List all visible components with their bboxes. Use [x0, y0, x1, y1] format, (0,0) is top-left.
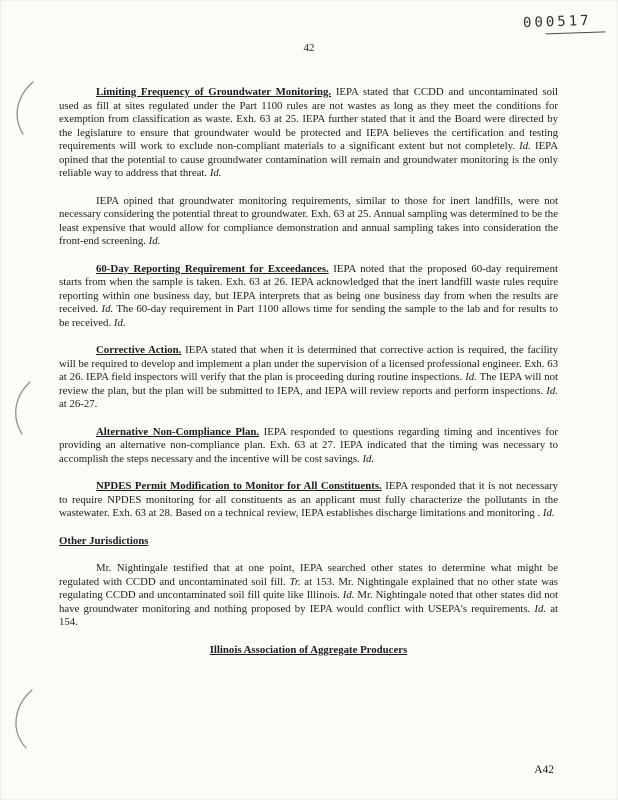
- heading-aggregate-producers: Illinois Association of Aggregate Producers: [209, 643, 408, 656]
- scan-mark-bottom: [16, 690, 32, 748]
- scan-mark-middle: [16, 382, 30, 434]
- paragraph-corrective-action: [59, 344, 558, 412]
- paragraph-other-jurisdictions: [59, 562, 558, 630]
- section-heading-other-jurisdictions: Other Jurisdictions: [59, 534, 149, 547]
- paragraph-npdes-permit: [59, 480, 558, 521]
- paragraph-heading: 60-Day Reporting Requirement for Exceedances.: [96, 262, 329, 275]
- document-body: [59, 86, 558, 657]
- scan-artifact-marks: [0, 0, 50, 800]
- paragraph-text: Mr. Nightingale testified that at one point, IEPA searched other states to determine what might be regulated with CCDD and uncontaminated soil fill. Tr. at 153. Mr. Nightingale explained that no other state was regulating CCDD and uncontaminated soil fill quite like Illinois. Id. Mr. Nightingale noted that other states did not have groundwater monitoring and nothing proposed by IEPA would conflict with USEPA's requirements. Id. at 154.: [59, 562, 559, 628]
- paragraph-alternative-non-compliance: [59, 426, 558, 467]
- paragraph-heading: NPDES Permit Modification to Monitor for All Constituents.: [96, 480, 382, 492]
- paragraph-heading: Alternative Non-Compliance Plan.: [96, 425, 260, 438]
- paragraph-text: IEPA responded to questions regarding timing and incentives for providing an alternative non-compliance plan. Exh. 63 at 27. IEPA indicated that the timing was necessary to accomplish the steps necessary and the incentive will be cost savings. Id.: [59, 425, 558, 465]
- scan-mark-top: [17, 82, 33, 134]
- paragraph-text: IEPA stated that when it is determined that corrective action is required, the facility will be required to develop and implement a plan under the supervision of a licensed professional engineer. Exh. 63 at 26. IEPA field inspectors will verify that the plan is proceeding during routine inspections. Id. The IEPA will not review the plan, but the plan will be submitted to IEPA, and IEPA will review reports and perform inspections. Id. at 26-27.: [59, 344, 559, 410]
- stamp-underline: [546, 31, 606, 34]
- paragraph-heading: Limiting Frequency of Groundwater Monitoring.: [96, 86, 332, 98]
- paragraph-text: IEPA stated that CCDD and uncontaminated soil used as fill at sites regulated under the Part 1100 rules are not wastes as long as they meet the conditions for exemption from classification as waste. Exh. 63 at 25. IEPA further stated that it and the Board were directed by the legislature to ensure that groundwater would be protected and IEPA believes the certification and testing requirements will work to exclude non-compliant materials to a significant extent but not completely. Id. IEPA opined that the potential to cause groundwater contamination will remain and groundwater monitoring is the only reliable way to address that threat. Id.: [59, 86, 558, 179]
- paragraph-text: IEPA opined that groundwater monitoring requirements, similar to those for inert landfills, were not necessary considering the potential threat to groundwater. Exh. 63 at 25. Annual sampling was determined to be the least expensive that would allow for compliance demonstration and annual sampling takes into consideration the front-end screening. Id.: [59, 194, 558, 247]
- paragraph-text: IEPA noted that the proposed 60-day requirement starts from when the sample is taken. Exh. 63 at 26. IEPA acknowledged that the inert landfill waste rules require reporting within one business day, but IEPA interprets that as being one business day from when the results are received. Id. The 60-day requirement in Part 1100 allows time for sending the sample to the lab and for results to be received. Id.: [59, 262, 559, 329]
- paragraph-heading: Corrective Action.: [96, 344, 182, 356]
- page-number: 42: [303, 42, 315, 54]
- paragraph-limiting-frequency: [59, 86, 558, 181]
- paragraph-text: IEPA responded that it is not necessary to require NPDES monitoring for all constituents as an applicant must fully characterize the pollutants in the wastewater. Exh. 63 at 28. Based on a technical review, IEPA establishes discharge limitations and monitoring . Id.: [59, 480, 558, 519]
- paragraph-60-day-reporting: [59, 263, 558, 331]
- stamp-number-text: 000517: [523, 12, 593, 32]
- stamp-number: [523, 13, 592, 31]
- footer-page-label: A42: [534, 764, 554, 776]
- paragraph-groundwater-opinion: [59, 195, 558, 249]
